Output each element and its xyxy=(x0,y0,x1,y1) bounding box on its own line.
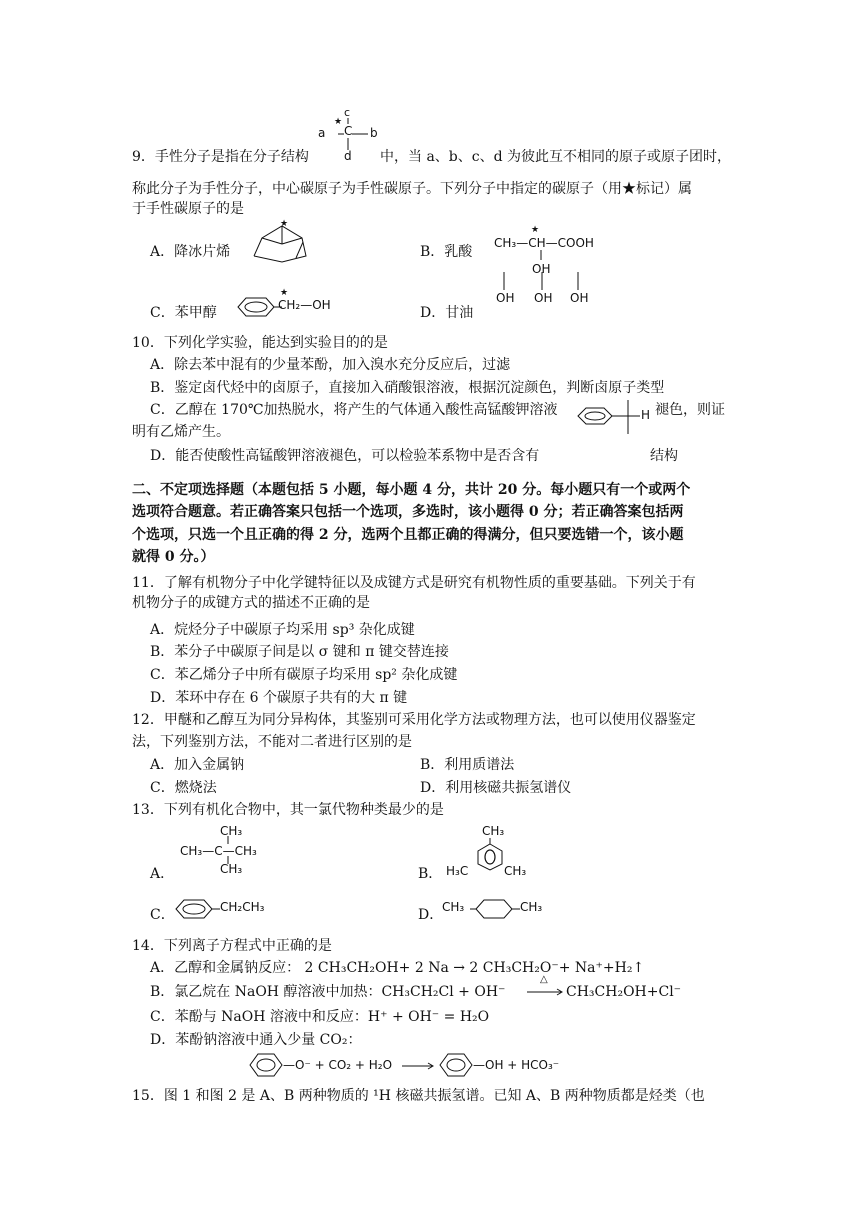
chiral-label-d: d xyxy=(344,149,352,163)
q14-option-b-right: CH₃CH₂OH+Cl⁻ xyxy=(566,984,682,1000)
lactic-bond xyxy=(539,250,543,262)
lactic-main: CH₃—CH—COOH xyxy=(494,236,594,250)
glycerol-oh1: OH xyxy=(496,291,515,305)
q13-option-d: D． xyxy=(418,907,444,923)
section2-line2: 选项符合题意。若正确答案只包括一个选项，多选时，该小题得 0 分；若正确答案包括两 xyxy=(132,504,684,520)
q14-option-b-left: B．氯乙烷在 NaOH 醇溶液中加热：CH₃CH₂Cl + OH⁻ xyxy=(150,984,506,1000)
svg-text:★: ★ xyxy=(280,219,289,229)
norbornene-structure xyxy=(250,218,310,266)
q9-line1b: 中，当 a、b、c、d 为彼此互不相同的原子或原子团时， xyxy=(380,149,732,165)
q13-option-a: A． xyxy=(150,866,175,882)
q9-option-d: D．甘油 xyxy=(420,305,474,321)
section2-line3: 个选项，只选一个且正确的得 2 分，选两个且都正确的得满分，但只要选错一个，该小题 xyxy=(132,527,684,543)
section2-line4: 就得 0 分。） xyxy=(132,549,215,565)
q12-stem-line1: 12．甲醚和乙醇互为同分异构体，其鉴别可采用化学方法或物理方法，也可以使用仪器鉴定 xyxy=(132,712,696,728)
benzyl-text: CH₂—OH xyxy=(278,298,331,312)
glycerol-oh3: OH xyxy=(570,291,589,305)
q11-option-c: C．苯乙烯分子中所有碳原子均采用 sp² 杂化成键 xyxy=(150,667,458,683)
mesitylene-top: CH₃ xyxy=(482,824,505,838)
q12-option-c: C．燃烧法 xyxy=(150,780,217,796)
neopentane-top: CH₃ xyxy=(220,824,243,838)
q12-stem-line2: 法，下列鉴别方法，不能对二者进行区别的是 xyxy=(132,734,412,750)
q9-option-c: C．苯甲醇 xyxy=(150,305,217,321)
q13-option-c: C． xyxy=(150,907,175,923)
q14-option-c: C．苯酚与 NaOH 溶液中和反应：H⁺ + OH⁻ = H₂O xyxy=(150,1009,490,1025)
q10-option-c-line1: C．乙醇在 170℃加热脱水，将产生的气体通入酸性高锰酸钾溶液 xyxy=(150,402,558,418)
q10-option-d: D．能否使酸性高锰酸钾溶液褪色，可以检验苯系物中是否含有 xyxy=(150,448,540,464)
q14-option-a: A．乙醇和金属钠反应： 2 CH₃CH₂OH+ 2 Na → 2 CH₃CH₂O⁻+ Na⁺+H₂↑ xyxy=(150,960,645,976)
chiral-label-a: a xyxy=(318,126,326,140)
q12-option-d: D．利用核磁共振氢谱仪 xyxy=(420,780,572,796)
q11-option-a: A．烷烃分子中碳原子均采用 sp³ 杂化成键 xyxy=(150,622,415,638)
benzene-ring-icon xyxy=(236,296,276,318)
q11-stem-line2: 机物分子的成键方式的描述不正确的是 xyxy=(132,595,370,611)
cyclohexane-ring xyxy=(470,898,522,920)
chiral-label-c: c xyxy=(344,106,351,119)
chiral-label-C: C xyxy=(344,124,353,138)
mesitylene-left: H₃C xyxy=(446,864,469,878)
neopentane-bonds xyxy=(226,836,230,864)
q10-option-c-line2: 明有乙烯产生。 xyxy=(132,424,230,440)
q12-option-b: B．利用质谱法 xyxy=(420,757,515,773)
q13-option-b: B． xyxy=(418,866,443,882)
q14-reaction-arrow xyxy=(527,988,565,996)
q11-option-d: D．苯环中存在 6 个碳原子共有的大 π 键 xyxy=(150,690,408,706)
q9-option-a: A．降冰片烯 xyxy=(150,244,231,260)
q9-option-b: B．乳酸 xyxy=(420,244,473,260)
section2-line1: 二、不定项选择题（本题包括 5 小题，每小题 4 分，共计 20 分。每小题只有一个或两个 xyxy=(132,482,691,498)
q10-stem: 10．下列化学实验，能达到实验目的的是 xyxy=(132,335,388,351)
lactic-star: ★ xyxy=(531,225,540,235)
q15-stem: 15．图 1 和图 2 是 A、B 两种物质的 ¹H 核磁共振氢谱。已知 A、B 两种物质都是烃类（也 xyxy=(132,1088,705,1104)
q11-option-b: B．苯分子中碳原子间是以 σ 键和 π 键交替连接 xyxy=(150,644,449,660)
q12-option-a: A．加入金属钠 xyxy=(150,757,245,773)
q9-line3: 于手性碳原子的是 xyxy=(132,201,244,217)
ethylbenzene-text: CH₂CH₃ xyxy=(220,900,265,914)
q14-stem: 14．下列离子方程式中正确的是 xyxy=(132,938,332,954)
q11-stem-line1: 11．了解有机物分子中化学键特征以及成键方式是研究有机物性质的重要基础。下列关于有 xyxy=(132,575,696,591)
glycerol-oh2: OH xyxy=(534,291,553,305)
ethylbenzene-ring xyxy=(174,898,224,920)
q14-option-d: D．苯酚钠溶液中通入少量 CO₂： xyxy=(150,1032,362,1048)
phenol-ring xyxy=(438,1052,474,1078)
neopentane-bot: CH₃ xyxy=(220,862,243,876)
chiral-star: ★ xyxy=(334,117,343,127)
lactic-oh: OH xyxy=(532,262,551,276)
glycerol-structure xyxy=(496,272,596,292)
q9-line1a: 9．手性分子是指在分子结构 xyxy=(132,149,309,165)
neopentane-mid: CH₃—C—CH₃ xyxy=(180,844,257,858)
mesitylene-right: CH₃ xyxy=(504,864,527,878)
q13-stem: 13．下列有机化合物中，其一氯代物种类最少的是 xyxy=(132,802,444,818)
dmch-left: CH₃ xyxy=(442,900,465,914)
q10-option-a: A．除去苯中混有的少量苯酚，加入溴水充分反应后，过滤 xyxy=(150,357,511,373)
chiral-label-b: b xyxy=(370,126,378,140)
phenoxide-ring xyxy=(248,1052,284,1078)
dmch-right: CH₃ xyxy=(520,900,543,914)
q14-eq-arrow xyxy=(402,1062,436,1070)
struct-h-label: H xyxy=(641,408,651,422)
q14-eq-left: —O⁻ + CO₂ + H₂O xyxy=(283,1058,393,1072)
q10-option-d-end: 结构 xyxy=(650,448,678,464)
q14-heat-symbol: △ xyxy=(540,974,548,985)
benzyl-star: ★ xyxy=(280,288,289,298)
q10-option-c-line1b: 褪色，则证 xyxy=(655,402,725,418)
q14-eq-right: —OH + HCO₃⁻ xyxy=(473,1058,560,1072)
q9-line2: 称此分子为手性分子，中心碳原子为手性碳原子。下列分子中指定的碳原子（用★标记）属 xyxy=(132,181,692,197)
q10-option-b: B．鉴定卤代烃中的卤原子，直接加入硝酸银溶液，根据沉淀颜色，判断卤原子类型 xyxy=(150,380,665,396)
